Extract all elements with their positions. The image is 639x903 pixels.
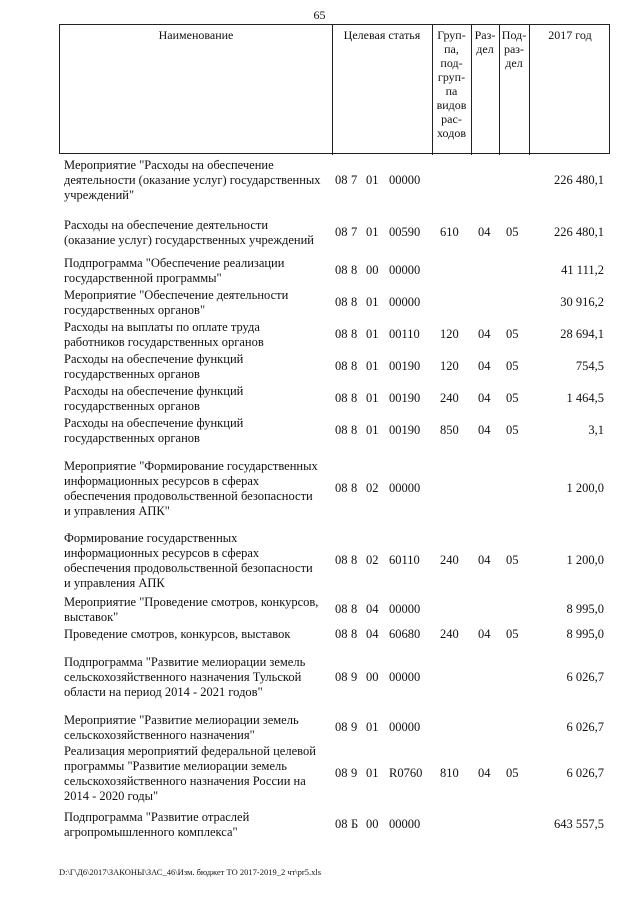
article-program: 08 [335, 173, 348, 187]
amount-2017: 8 995,0 [566, 602, 604, 616]
article-event: 01 [366, 173, 379, 187]
amount-2017: 1 464,5 [566, 391, 604, 405]
article-program: 08 [335, 423, 348, 437]
article-direction: 00190 [389, 359, 421, 373]
amount-2017: 41 111,2 [561, 263, 604, 277]
amount-2017: 30 916,2 [560, 295, 604, 309]
article-direction: 00190 [389, 423, 421, 437]
amount-2017: 6 026,7 [566, 670, 604, 684]
article-direction: 00000 [389, 817, 421, 831]
table-header [59, 24, 610, 154]
article-program: 08 [335, 766, 348, 780]
row-name: Мероприятие "Проведение смотров, конкурсов, выставок" [64, 595, 319, 624]
amount-2017: 28 694,1 [560, 327, 604, 341]
article-program: 08 [335, 602, 348, 616]
article-program: 08 [335, 359, 348, 373]
section-code: 04 [478, 359, 491, 373]
row-name: Расходы на обеспечение функций государственных органов [64, 416, 244, 445]
article-subprogram: 8 [351, 553, 358, 567]
article-subprogram: 8 [351, 481, 358, 495]
amount-2017: 3,1 [588, 423, 604, 437]
subsection-code: 05 [506, 359, 519, 373]
row-name: Формирование государственных информационных ресурсов в сферах обеспечения продовольственной безопасности и управления АПК [64, 531, 313, 590]
article-direction: 00590 [389, 225, 421, 239]
subsection-code: 05 [506, 391, 519, 405]
header-year: 2017 год [548, 28, 592, 42]
article-direction: 00000 [389, 173, 421, 187]
file-path-footer: D:\Г\Д6\2017\ЗАКОНЫ\ЗАС_46\Изм. бюджет ТО 2017-2019_2 чт\pr5.xls [59, 867, 322, 877]
amount-2017: 226 480,1 [554, 225, 604, 239]
amount-2017: 6 026,7 [566, 766, 604, 780]
article-event: 04 [366, 627, 379, 641]
article-subprogram: 8 [351, 627, 358, 641]
header-section: Раз- дел [474, 28, 496, 56]
row-name: Расходы на обеспечение деятельности (оказание услуг) государственных учреждений [64, 218, 314, 247]
article-direction: 60110 [389, 553, 420, 567]
article-event: 01 [366, 720, 379, 734]
section-code: 04 [478, 553, 491, 567]
amount-2017: 226 480,1 [554, 173, 604, 187]
subsection-code: 05 [506, 766, 519, 780]
article-program: 08 [335, 481, 348, 495]
article-direction: 00000 [389, 670, 421, 684]
amount-2017: 6 026,7 [566, 720, 604, 734]
header-target-article: Целевая статья [343, 28, 421, 42]
subsection-code: 05 [506, 627, 519, 641]
row-name: Мероприятие "Формирование государственных информационных ресурсов в сферах обеспечения продовольственной безопасности и управления АПК" [64, 459, 318, 518]
article-program: 08 [335, 670, 348, 684]
article-event: 01 [366, 359, 379, 373]
article-subprogram: 8 [351, 359, 358, 373]
article-event: 01 [366, 766, 379, 780]
subsection-code: 05 [506, 553, 519, 567]
article-direction: 60680 [389, 627, 421, 641]
article-program: 08 [335, 553, 348, 567]
article-event: 00 [366, 263, 379, 277]
article-event: 02 [366, 553, 379, 567]
article-program: 08 [335, 295, 348, 309]
expense-group: 120 [440, 327, 459, 341]
article-subprogram: 8 [351, 327, 358, 341]
article-subprogram: 7 [351, 173, 358, 187]
amount-2017: 754,5 [575, 359, 604, 373]
article-direction: 00000 [389, 481, 421, 495]
article-program: 08 [335, 720, 348, 734]
article-event: 01 [366, 327, 379, 341]
header-subsection: Под- раз- дел [501, 28, 527, 70]
expense-group: 240 [440, 627, 459, 641]
article-program: 08 [335, 263, 348, 277]
article-event: 01 [366, 225, 379, 239]
column-divider [332, 25, 333, 155]
article-subprogram: 9 [351, 766, 358, 780]
subsection-code: 05 [506, 327, 519, 341]
article-program: 08 [335, 225, 348, 239]
article-event: 02 [366, 481, 379, 495]
row-name: Расходы на выплаты по оплате труда работников государственных органов [64, 320, 264, 349]
amount-2017: 8 995,0 [566, 627, 604, 641]
row-name: Подпрограмма "Развитие мелиорации земель сельскохозяйственного назначения Тульской области на период 2014 - 2021 годов" [64, 655, 306, 699]
article-program: 08 [335, 817, 348, 831]
article-event: 00 [366, 817, 379, 831]
row-name: Мероприятие "Развитие мелиорации земель сельскохозяйственного назначения" [64, 713, 299, 742]
article-direction: 00000 [389, 295, 421, 309]
article-subprogram: Б [351, 817, 359, 831]
article-subprogram: 7 [351, 225, 358, 239]
row-name: Расходы на обеспечение функций государственных органов [64, 352, 244, 381]
column-divider [529, 25, 530, 155]
article-event: 01 [366, 391, 379, 405]
article-subprogram: 8 [351, 391, 358, 405]
row-name: Реализация мероприятий федеральной целевой программы "Развитие мелиорации земель сельскохозяйственного назначения России на 2014 - 2020 годы" [64, 744, 316, 803]
expense-group: 120 [440, 359, 459, 373]
article-event: 01 [366, 423, 379, 437]
header-group: Груп- па, под- груп- па видов рас- ходов [436, 28, 467, 140]
article-direction: 00190 [389, 391, 421, 405]
article-event: 00 [366, 670, 379, 684]
section-code: 04 [478, 391, 491, 405]
article-program: 08 [335, 391, 348, 405]
article-direction: 00000 [389, 263, 421, 277]
article-subprogram: 9 [351, 670, 358, 684]
article-program: 08 [335, 327, 348, 341]
row-name: Проведение смотров, конкурсов, выставок [64, 627, 291, 641]
amount-2017: 1 200,0 [566, 481, 604, 495]
row-name: Подпрограмма "Обеспечение реализации государственной программы" [64, 256, 285, 285]
article-subprogram: 9 [351, 720, 358, 734]
article-event: 04 [366, 602, 379, 616]
section-code: 04 [478, 766, 491, 780]
amount-2017: 643 557,5 [554, 817, 604, 831]
expense-group: 240 [440, 553, 459, 567]
amount-2017: 1 200,0 [566, 553, 604, 567]
article-direction: 00110 [389, 327, 420, 341]
article-subprogram: 8 [351, 602, 358, 616]
header-name: Наименование [158, 28, 234, 42]
section-code: 04 [478, 327, 491, 341]
expense-group: 810 [440, 766, 459, 780]
article-subprogram: 8 [351, 295, 358, 309]
row-name: Расходы на обеспечение функций государственных органов [64, 384, 244, 413]
section-code: 04 [478, 423, 491, 437]
article-subprogram: 8 [351, 423, 358, 437]
article-direction: R0760 [389, 766, 423, 780]
article-program: 08 [335, 627, 348, 641]
subsection-code: 05 [506, 423, 519, 437]
row-name: Мероприятие "Обеспечение деятельности государственных органов" [64, 288, 289, 317]
article-event: 01 [366, 295, 379, 309]
row-name: Подпрограмма "Развитие отраслей агропромышленного комплекса" [64, 810, 250, 839]
section-code: 04 [478, 627, 491, 641]
expense-group: 610 [440, 225, 459, 239]
article-direction: 00000 [389, 602, 421, 616]
section-code: 04 [478, 225, 491, 239]
article-subprogram: 8 [351, 263, 358, 277]
subsection-code: 05 [506, 225, 519, 239]
article-direction: 00000 [389, 720, 421, 734]
page-number: 65 [313, 8, 326, 22]
expense-group: 850 [440, 423, 459, 437]
row-name: Мероприятие "Расходы на обеспечение деятельности (оказание услуг) государственных учреждений" [64, 158, 321, 202]
expense-group: 240 [440, 391, 459, 405]
